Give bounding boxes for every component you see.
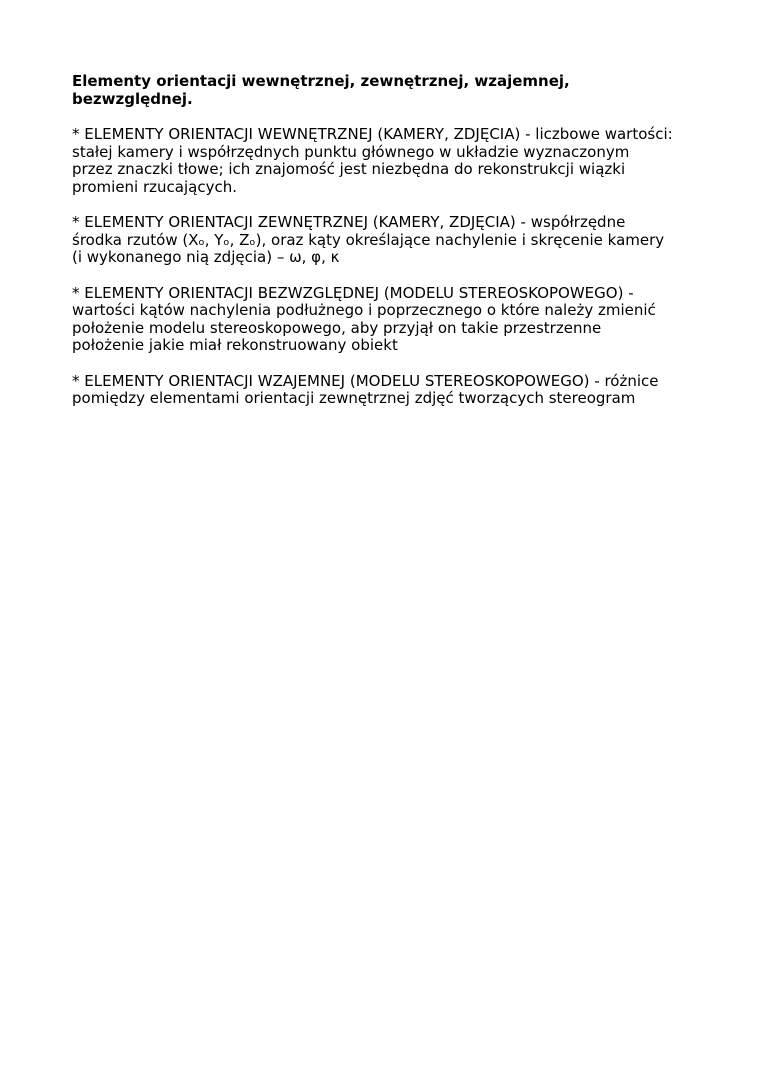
text-line: promieni rzucających. bbox=[72, 177, 237, 196]
text-line: * ELEMENTY ORIENTACJI ZEWNĘTRZNEJ (KAMERY, ZDJĘCIA) - współrzędne bbox=[72, 213, 626, 231]
text-line: położenie modelu stereoskopowego, aby przyjął on takie przestrzenne bbox=[72, 318, 602, 337]
text-line: położenie jakie miał rekonstruowany obiekt bbox=[72, 336, 398, 354]
paragraph-relative-orientation bbox=[72, 373, 692, 408]
paragraph-exterior-orientation bbox=[72, 214, 692, 267]
text-line: * ELEMENTY ORIENTACJI WEWNĘTRZNEJ (KAMERY, ZDJĘCIA) - liczbowe wartości: bbox=[72, 125, 673, 143]
text-line: * ELEMENTY ORIENTACJI WZAJEMNEJ (MODELU STEREOSKOPOWEGO) - różnice bbox=[72, 371, 659, 390]
text-line: wartości kątów nachylenia podłużnego i poprzecznego o które należy zmienić bbox=[72, 301, 656, 319]
paragraph-interior-orientation bbox=[72, 126, 692, 196]
text-line: przez znaczki tłowe; ich znajomość jest niezbędna do rekonstrukcji wiązki bbox=[72, 160, 626, 178]
text-line: (i wykonanego nią zdjęcia) – ω, φ, κ bbox=[72, 248, 340, 266]
title-line: bezwzględnej. bbox=[72, 90, 193, 108]
document-title bbox=[72, 72, 692, 108]
text-line: * ELEMENTY ORIENTACJI BEZWZGLĘDNEJ (MODELU STEREOSKOPOWEGO) - bbox=[72, 283, 634, 302]
text-line: pomiędzy elementami orientacji zewnętrznej zdjęć tworzących stereogram bbox=[72, 389, 636, 407]
title-line: Elementy orientacji wewnętrznej, zewnętrznej, wzajemnej, bbox=[72, 72, 570, 90]
text-line: stałej kamery i współrzędnych punktu głównego w układzie wyznaczonym bbox=[72, 142, 630, 161]
paragraph-absolute-orientation bbox=[72, 285, 692, 355]
document-page bbox=[72, 72, 692, 426]
text-line: środka rzutów (Xₒ, Yₒ, Zₒ), oraz kąty określające nachylenie i skręcenie kamery bbox=[72, 230, 665, 249]
